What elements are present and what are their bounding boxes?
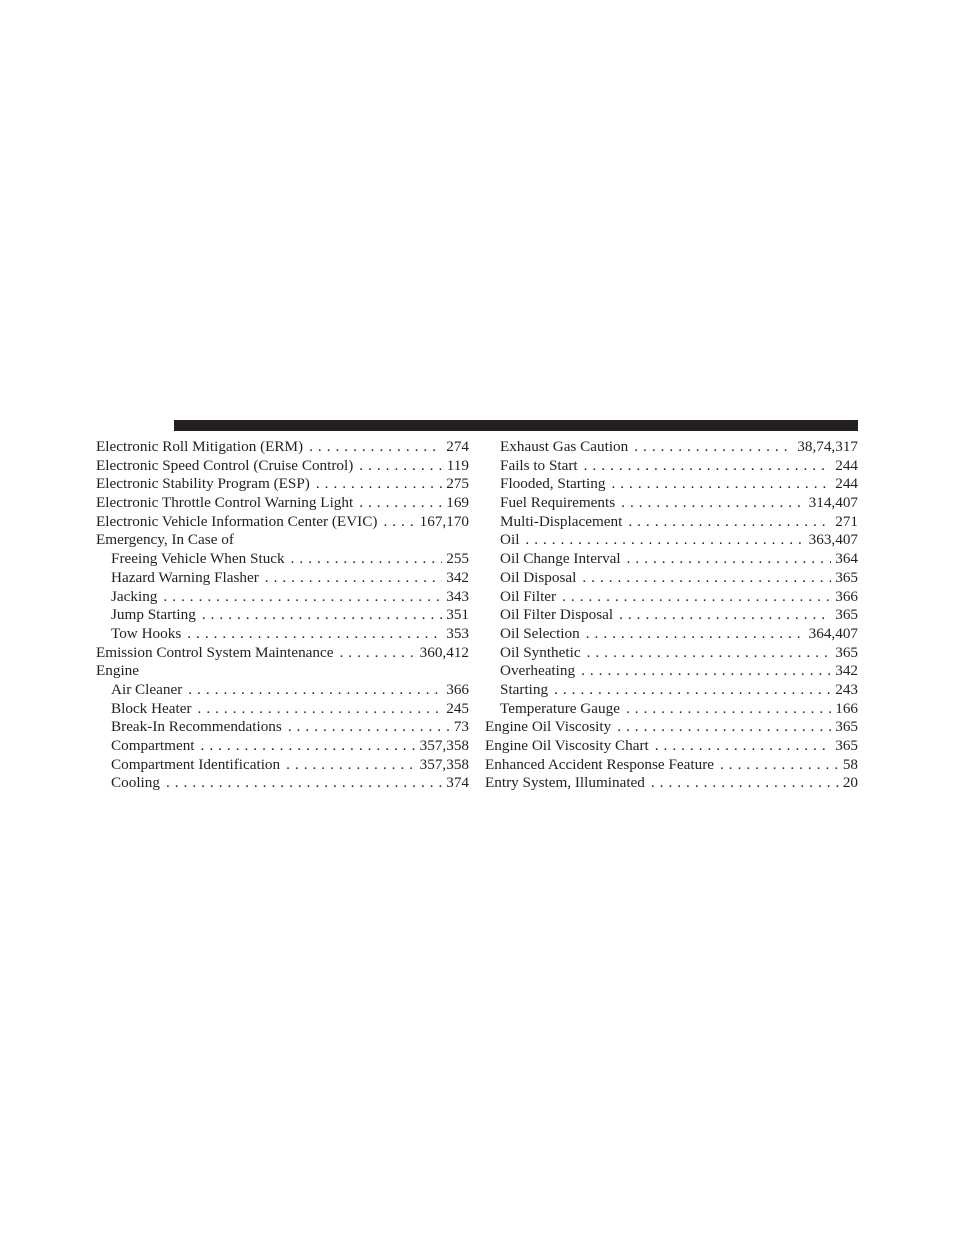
dot-leader: [554, 681, 831, 700]
index-entry-label: Multi-Displacement: [500, 512, 623, 530]
index-entry-label: Fails to Start: [500, 456, 578, 474]
index-entry-page: 366: [835, 587, 858, 605]
dot-leader: [340, 644, 416, 663]
index-entry-label: Entry System, Illuminated: [485, 774, 645, 792]
index-entry: [96, 662, 469, 681]
index-entry-page: 365: [835, 606, 858, 624]
index-entry: [485, 625, 858, 644]
index-entry-page: 365: [835, 718, 858, 736]
index-entry-label: Compartment Identification: [111, 755, 281, 773]
dot-leader: [651, 774, 839, 793]
index-entry: [96, 457, 469, 476]
index-entry: [96, 625, 469, 644]
dot-leader: [359, 494, 442, 513]
index-entry-label: Fuel Requirements: [500, 494, 616, 512]
index-entry: [485, 569, 858, 588]
index-entry-label: Oil Filter Disposal: [500, 606, 614, 624]
index-entry-page: 244: [835, 475, 858, 493]
index-entry: [96, 494, 469, 513]
index-entry-label: Jump Starting: [111, 606, 196, 624]
index-entry: [96, 588, 469, 607]
index-entry: [485, 457, 858, 476]
index-entry: [485, 513, 858, 532]
dot-leader: [611, 475, 831, 494]
index-entry: [96, 550, 469, 569]
dot-leader: [288, 718, 450, 737]
dot-leader: [586, 625, 805, 644]
index-entry-label: Jacking: [111, 587, 158, 605]
index-entry-label: Freeing Vehicle When Stuck: [111, 550, 285, 568]
index-entry-label: Oil: [500, 531, 520, 549]
dot-leader: [316, 475, 442, 494]
index-entry-label: Oil Selection: [500, 624, 580, 642]
index-entry-label: Emission Control System Maintenance: [96, 643, 334, 661]
index-entry-page: 119: [446, 456, 469, 474]
dot-leader: [359, 457, 442, 476]
dot-leader: [617, 718, 831, 737]
index-entry-page: 342: [835, 662, 858, 680]
index-entry-label: Compartment: [111, 737, 195, 754]
index-entry-label: Temperature Gauge: [500, 699, 620, 717]
index-entry: [485, 774, 858, 793]
index-entry-label: Flooded, Starting: [500, 475, 606, 493]
index-entry: [96, 774, 469, 793]
index-entry-page: 351: [446, 606, 469, 624]
index-entry-page: 243: [835, 680, 858, 698]
index-entry-page: 73: [453, 718, 469, 736]
index-entry: [485, 475, 858, 494]
index-entry-label: Air Cleaner: [111, 680, 183, 698]
index-entry: [485, 756, 858, 775]
index-entry-label: Hazard Warning Flasher: [111, 568, 259, 586]
index-column-left: [96, 438, 469, 793]
dot-leader: [581, 662, 831, 681]
dot-leader: [562, 588, 831, 607]
index-entry-label: Emergency, In Case of: [96, 531, 234, 549]
dot-leader: [188, 681, 442, 700]
index-entry: [485, 550, 858, 569]
dot-leader: [291, 550, 443, 569]
index-entry-page: 271: [835, 512, 858, 530]
index-entry: [485, 718, 858, 737]
index-entry: [96, 756, 469, 775]
index-entry-page: 365: [835, 568, 858, 586]
index-entry-page: 169: [446, 494, 469, 512]
index-entry-page: 166: [835, 699, 858, 717]
dot-leader: [584, 457, 832, 476]
index-entry-page: 314,407: [808, 494, 858, 512]
dot-leader: [628, 513, 831, 532]
index-entry-label: Engine Oil Viscosity Chart: [485, 737, 649, 754]
index-entry-page: 363,407: [808, 531, 858, 549]
index-entry: [96, 606, 469, 625]
dot-leader: [187, 625, 442, 644]
index-entry-page: 244: [835, 456, 858, 474]
index-entry: [96, 513, 469, 532]
dot-leader: [634, 438, 793, 457]
index-entry-page: 20: [842, 774, 858, 792]
index-entry: [485, 737, 858, 756]
index-entry-page: 366: [446, 680, 469, 698]
dot-leader: [286, 756, 416, 775]
index-entry: [485, 438, 858, 457]
index-entry-label: Engine Oil Viscosity: [485, 718, 612, 736]
dot-leader: [201, 737, 416, 756]
dot-leader: [655, 737, 831, 756]
index-entry: [485, 644, 858, 663]
index-entry-label: Oil Disposal: [500, 568, 577, 586]
index-entry-page: 364,407: [808, 624, 858, 642]
index-entry-label: Oil Filter: [500, 587, 557, 605]
dot-leader: [198, 700, 443, 719]
index-entry-page: 365: [835, 643, 858, 661]
dot-leader: [582, 569, 831, 588]
dot-leader: [720, 756, 839, 775]
index-entry-label: Block Heater: [111, 699, 192, 717]
index-entry: [96, 438, 469, 457]
dot-leader: [587, 644, 832, 663]
header-rule-bar: [174, 420, 858, 431]
index-entry-page: 275: [446, 475, 469, 493]
dot-leader: [626, 700, 831, 719]
index-entry: [96, 681, 469, 700]
dot-leader: [309, 438, 442, 457]
index-entry: [96, 737, 469, 756]
index-entry-page: 167,170: [419, 512, 469, 530]
index-entry-page: 274: [446, 438, 469, 455]
index-entry-label: Engine: [96, 662, 140, 680]
index-entry: [96, 718, 469, 737]
dot-leader: [525, 531, 804, 550]
index-entry-label: Oil Synthetic: [500, 643, 581, 661]
index-entry-label: Break-In Recommendations: [111, 718, 282, 736]
index-entry-page: 360,412: [419, 643, 469, 661]
index-entry: [485, 494, 858, 513]
dot-leader: [627, 550, 832, 569]
index-entry-page: 255: [446, 550, 469, 568]
dot-leader: [621, 494, 804, 513]
index-entry: [96, 531, 469, 550]
index-entry: [96, 644, 469, 663]
index-column-right: [485, 438, 858, 793]
index-entry-label: Exhaust Gas Caution: [500, 438, 629, 455]
index-entry-page: 342: [446, 568, 469, 586]
index-entry-page: 38,74,317: [797, 438, 858, 455]
dot-leader: [202, 606, 442, 625]
index-entry: [96, 475, 469, 494]
index-entry: [485, 662, 858, 681]
index-entry: [485, 606, 858, 625]
index-entry-page: 364: [835, 550, 858, 568]
index-entry-page: 357,358: [419, 737, 469, 754]
index-entry-label: Oil Change Interval: [500, 550, 621, 568]
index-entry: [485, 531, 858, 550]
index-entry-label: Overheating: [500, 662, 576, 680]
index-entry-label: Electronic Roll Mitigation (ERM): [96, 438, 304, 455]
dot-leader: [166, 774, 442, 793]
index-entry-page: 353: [446, 624, 469, 642]
dot-leader: [163, 588, 442, 607]
index-entry-label: Starting: [500, 680, 549, 698]
index-entry-label: Electronic Stability Program (ESP): [96, 475, 310, 493]
dot-leader: [383, 513, 415, 532]
index-entry-label: Enhanced Accident Response Feature: [485, 755, 714, 773]
index-entry: [96, 569, 469, 588]
index-entry-label: Electronic Throttle Control Warning Light: [96, 494, 354, 512]
index-entry-page: 245: [446, 699, 469, 717]
index-entry-label: Electronic Vehicle Information Center (EVIC): [96, 512, 378, 530]
index-entry: [485, 681, 858, 700]
index-entry-label: Tow Hooks: [111, 624, 182, 642]
index-entry: [96, 700, 469, 719]
index-entry-page: 343: [446, 587, 469, 605]
index-entry-label: Electronic Speed Control (Cruise Control): [96, 456, 354, 474]
index-entry-page: 374: [446, 774, 469, 792]
index-entry-page: 357,358: [419, 755, 469, 773]
index-entry: [485, 700, 858, 719]
index-entry-page: 365: [835, 737, 858, 754]
index-entry-page: 58: [842, 755, 858, 773]
dot-leader: [265, 569, 442, 588]
dot-leader: [619, 606, 831, 625]
index-entry: [485, 588, 858, 607]
index-entry-label: Cooling: [111, 774, 160, 792]
